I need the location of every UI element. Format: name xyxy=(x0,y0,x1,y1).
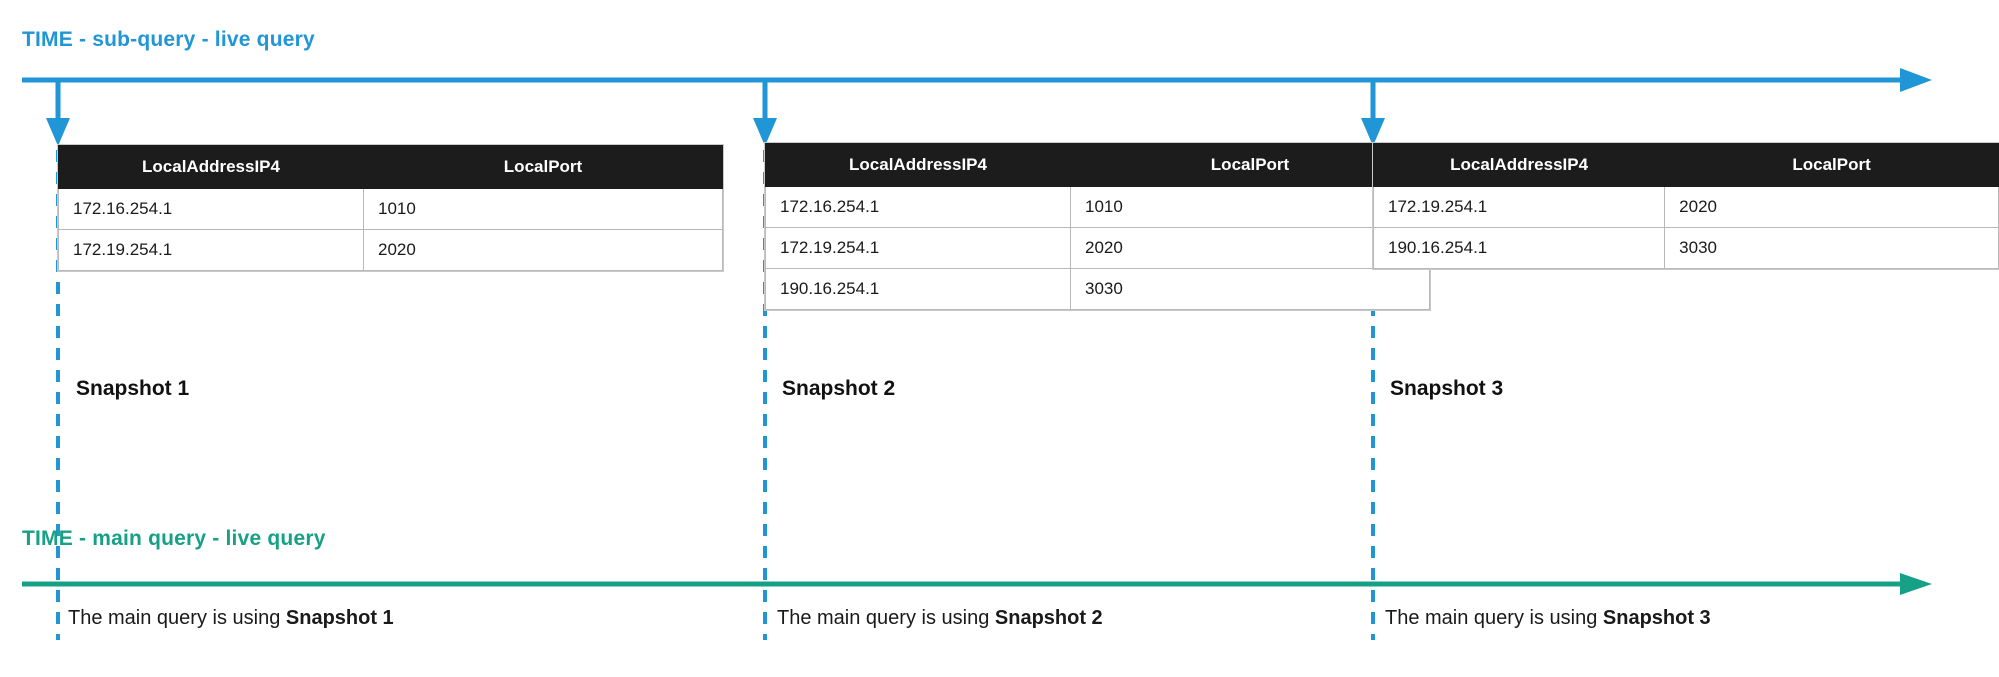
main-query-note-prefix: The main query is using xyxy=(777,607,995,629)
snapshot-group-3 xyxy=(1373,143,1999,269)
cell-ip: 172.19.254.1 xyxy=(766,228,1071,269)
cell-port: 3030 xyxy=(1071,269,1430,310)
column-header-port: LocalPort xyxy=(1665,144,1999,187)
column-header-ip: LocalAddressIP4 xyxy=(1374,144,1665,187)
top-timeline-label: TIME - sub-query - live query xyxy=(22,28,315,51)
column-header-ip: LocalAddressIP4 xyxy=(59,146,364,189)
table-row xyxy=(766,228,1430,269)
cell-ip: 190.16.254.1 xyxy=(1374,228,1665,269)
cell-port: 2020 xyxy=(1665,187,1999,228)
main-query-note-snapshot: Snapshot 3 xyxy=(1602,607,1711,629)
table-header-row xyxy=(59,146,723,189)
cell-ip: 190.16.254.1 xyxy=(766,269,1071,310)
table-row xyxy=(59,230,723,271)
main-query-note-prefix: The main query is using xyxy=(68,607,286,629)
snapshot-table-3 xyxy=(1373,143,1999,269)
table-row xyxy=(766,269,1430,310)
main-query-note-snapshot: Snapshot 1 xyxy=(285,607,394,629)
snapshot-group-1 xyxy=(58,145,723,271)
cell-port: 1010 xyxy=(1071,187,1430,228)
main-query-note-3 xyxy=(1385,607,1711,630)
column-header-ip: LocalAddressIP4 xyxy=(766,144,1071,187)
main-query-note-1 xyxy=(68,607,394,630)
snapshot-caption-3: Snapshot 3 xyxy=(1390,377,1504,400)
snapshot-table-1 xyxy=(58,145,723,271)
cell-ip: 172.16.254.1 xyxy=(59,189,364,230)
table-header-row xyxy=(1374,144,1999,187)
bottom-timeline-label: TIME - main query - live query xyxy=(22,527,326,550)
main-query-note-2 xyxy=(777,607,1103,630)
table-row xyxy=(1374,228,1999,269)
cell-port: 2020 xyxy=(1071,228,1430,269)
table-row xyxy=(1374,187,1999,228)
cell-port: 1010 xyxy=(364,189,723,230)
column-header-port: LocalPort xyxy=(364,146,723,189)
snapshot-group-2 xyxy=(765,143,1430,310)
cell-ip: 172.19.254.1 xyxy=(1374,187,1665,228)
snapshot-table-2 xyxy=(765,143,1430,310)
column-header-port: LocalPort xyxy=(1071,144,1430,187)
cell-port: 2020 xyxy=(364,230,723,271)
snapshot-caption-1: Snapshot 1 xyxy=(76,377,190,400)
snapshot-caption-2: Snapshot 2 xyxy=(782,377,896,400)
table-header-row xyxy=(766,144,1430,187)
main-query-note-snapshot: Snapshot 2 xyxy=(994,607,1103,629)
main-query-note-prefix: The main query is using xyxy=(1385,607,1603,629)
table-row xyxy=(766,187,1430,228)
cell-ip: 172.16.254.1 xyxy=(766,187,1071,228)
cell-port: 3030 xyxy=(1665,228,1999,269)
cell-ip: 172.19.254.1 xyxy=(59,230,364,271)
table-row xyxy=(59,189,723,230)
